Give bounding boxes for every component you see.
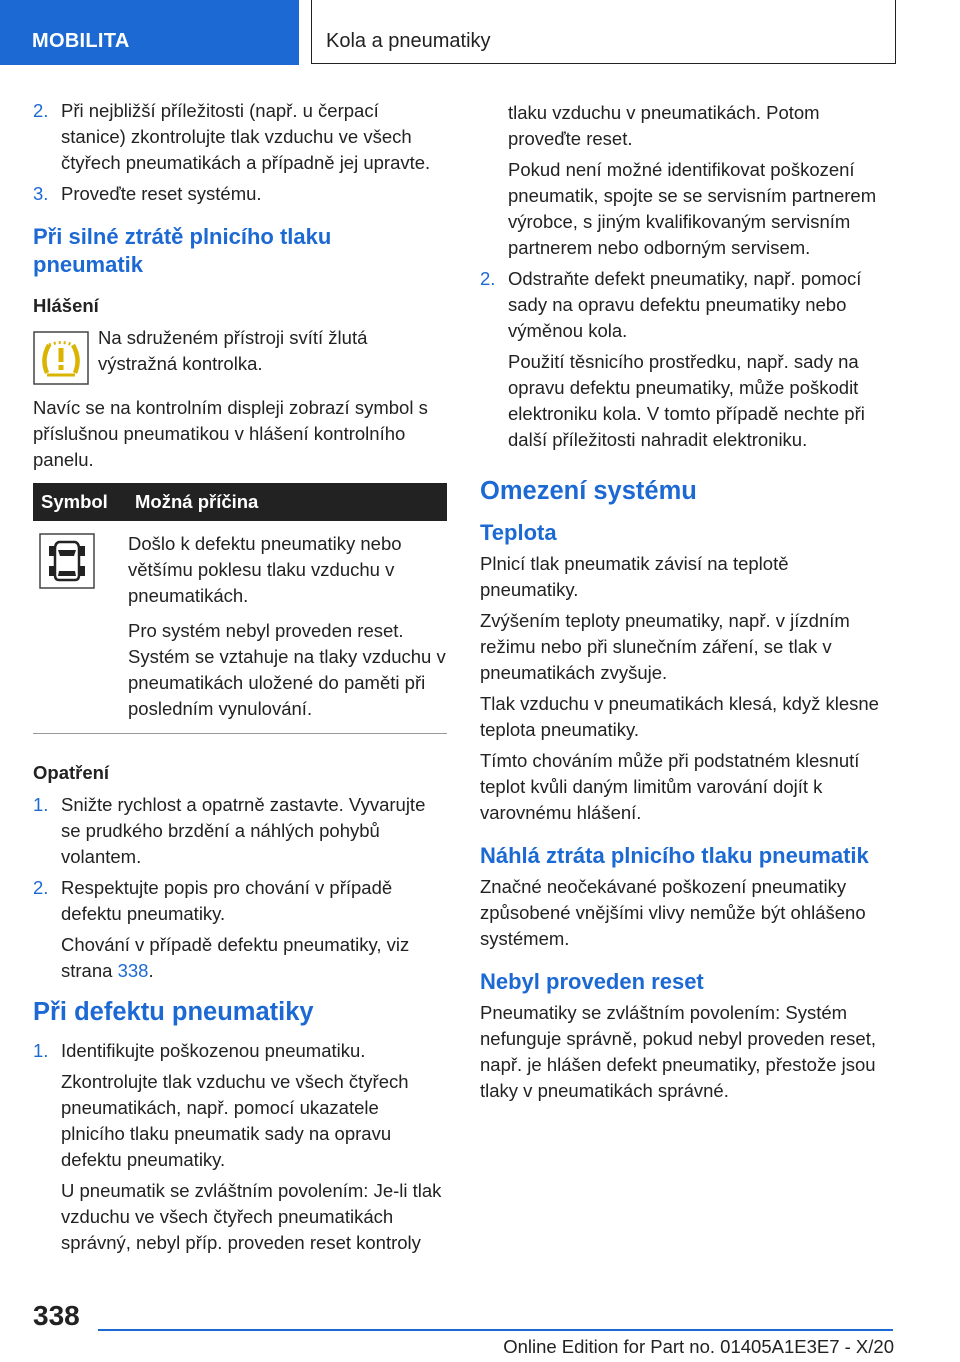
no-reset-text: Pneumatiky se zvláštním povolením: Systém nefunguje správně, pokud nebyl proveden reset, např. je hlášen defekt pneumatiky, přestože jsou tlaky v pneumatikách správné. xyxy=(480,1002,876,1101)
table-header-row xyxy=(33,483,447,521)
step-number: 2. xyxy=(33,877,49,898)
step-2-note: Použití těsnicího prostředku, např. sady na opravu defektu pneumatiky, může poškodit elektroniku kola. V tomto případě nechte při další příležitosti nahradit elektroniku. xyxy=(508,351,865,450)
continued-text-2: Pokud není možné identifikovat poškození pneumatik, spojte se se servisním partnerem výrobce, s jiným kvalifikovaným servisním partnerem nebo odborným servisem. xyxy=(508,159,877,258)
section-heading-pressure-loss: Při silné ztrátě plnicího tlaku pneumatik xyxy=(33,224,332,277)
step-text: Při nejbližší příležitosti (např. u čerpací stanice) zkontrolujte tlak vzduchu ve všech čtyřech pneumatikách a případně jej upravte. xyxy=(61,100,431,173)
continued-text-1: tlaku vzduchu v pneumatikách. Potom proveďte reset. xyxy=(508,102,820,149)
header-section-tab xyxy=(0,0,299,65)
section-heading-limits: Omezení systému xyxy=(480,477,697,505)
table-header-symbol: Symbol xyxy=(33,483,127,521)
step-text: Respektujte popis pro chování v případě defektu pneumatiky. xyxy=(61,877,393,924)
step-item xyxy=(33,1038,447,1064)
temperature-text-3: Tlak vzduchu v pneumatikách klesá, když klesne teplota pneumatiky. xyxy=(480,693,879,740)
tire-pressure-warning-icon xyxy=(33,331,89,385)
temperature-text-4: Tímto chováním může při podstatném klesnutí teplot kvůli daným limitům varování dojít k varovnému hlášení. xyxy=(480,750,860,823)
step-item xyxy=(33,181,447,207)
temperature-text-1: Plnicí tlak pneumatik závisí na teplotě pneumatiky. xyxy=(480,553,789,600)
table-cause-2: Pro systém nebyl proveden reset. Systém se vztahuje na tlaky vzduchu v pneumatikách uložené do paměti při posledním vynulování. xyxy=(128,620,446,719)
table-row xyxy=(33,521,447,734)
defect-sub-1: Zkontrolujte tlak vzduchu ve všech čtyřech pneumatikách, např. pomocí ukazatele plnicího tlaku pneumatik sady na opravu defektu pneumatiky. xyxy=(61,1071,409,1170)
measures-note: Chování v případě defektu pneumatiky, viz strana 338. xyxy=(61,934,410,981)
header-chapter-label: Kola a pneumatiky xyxy=(326,30,491,52)
step-text: Proveďte reset systému. xyxy=(61,183,262,204)
step-item xyxy=(480,266,888,344)
warning-text: Na sdruženém přístroji svítí žlutá výstražná kontrolka. xyxy=(98,327,368,374)
sudden-loss-text: Značné neočekávané poškození pneumatiky způsobené vnějšími vlivy nemůže být ohlášeno systémem. xyxy=(480,876,866,949)
step-text: Identifikujte poškozenou pneumatiku. xyxy=(61,1040,366,1061)
page-link[interactable]: 338 xyxy=(117,960,149,981)
step-number: 2. xyxy=(33,100,49,121)
step-item xyxy=(33,875,447,927)
temperature-text-2: Zvýšením teploty pneumatiky, např. v jízdním režimu nebo při slunečním záření, se tlak v pneumatikách zvyšuje. xyxy=(480,610,850,683)
subheading-sudden-loss: Náhlá ztráta plnicího tlaku pneumatik xyxy=(480,843,869,868)
step-item xyxy=(33,98,447,176)
step-text: Snižte rychlost a opatrně zastavte. Vyvarujte se prudkého brzdění a náhlých pohybů volantem. xyxy=(61,794,426,867)
message-body: Navíc se na kontrolním displeji zobrazí symbol s příslušnou pneumatikou v hlášení kontrolního panelu. xyxy=(33,397,428,470)
symbol-cause-table xyxy=(33,483,447,734)
warning-row xyxy=(33,325,447,385)
step-number: 1. xyxy=(33,1040,49,1061)
left-column xyxy=(33,98,447,1261)
subheading-temperature: Teplota xyxy=(480,520,557,545)
step-number: 1. xyxy=(33,794,49,815)
step-text: Odstraňte defekt pneumatiky, např. pomocí sady na opravu defektu pneumatiky nebo výměnou kola. xyxy=(508,268,862,341)
table-header-cause: Možná příčina xyxy=(127,483,447,521)
car-tire-symbol-icon xyxy=(39,533,126,596)
page-number: 338 xyxy=(33,1300,80,1331)
right-column xyxy=(480,100,888,1109)
step-item xyxy=(33,792,447,870)
measures-title: Opatření xyxy=(33,762,110,783)
section-heading-defect: Při defektu pneumatiky xyxy=(33,998,314,1026)
message-title: Hlášení xyxy=(33,295,99,316)
subheading-no-reset: Nebyl proveden reset xyxy=(480,969,704,994)
footer-divider xyxy=(98,1329,893,1331)
header-section-label: MOBILITA xyxy=(32,30,130,52)
step-number: 3. xyxy=(33,183,49,204)
defect-sub-2: U pneumatik se zvláštním povolením: Je-li tlak vzduchu ve všech čtyřech pneumatikách správný, nebyl příp. proveden reset kontroly xyxy=(61,1180,442,1253)
table-cause-1: Došlo k defektu pneumatiky nebo většímu poklesu tlaku vzduchu v pneumatikách. xyxy=(128,533,402,606)
footer-edition: Online Edition for Part no. 01405A1E3E7 - X/20 xyxy=(503,1336,894,1357)
step-number: 2. xyxy=(480,268,496,289)
header-chapter-box xyxy=(311,0,896,64)
